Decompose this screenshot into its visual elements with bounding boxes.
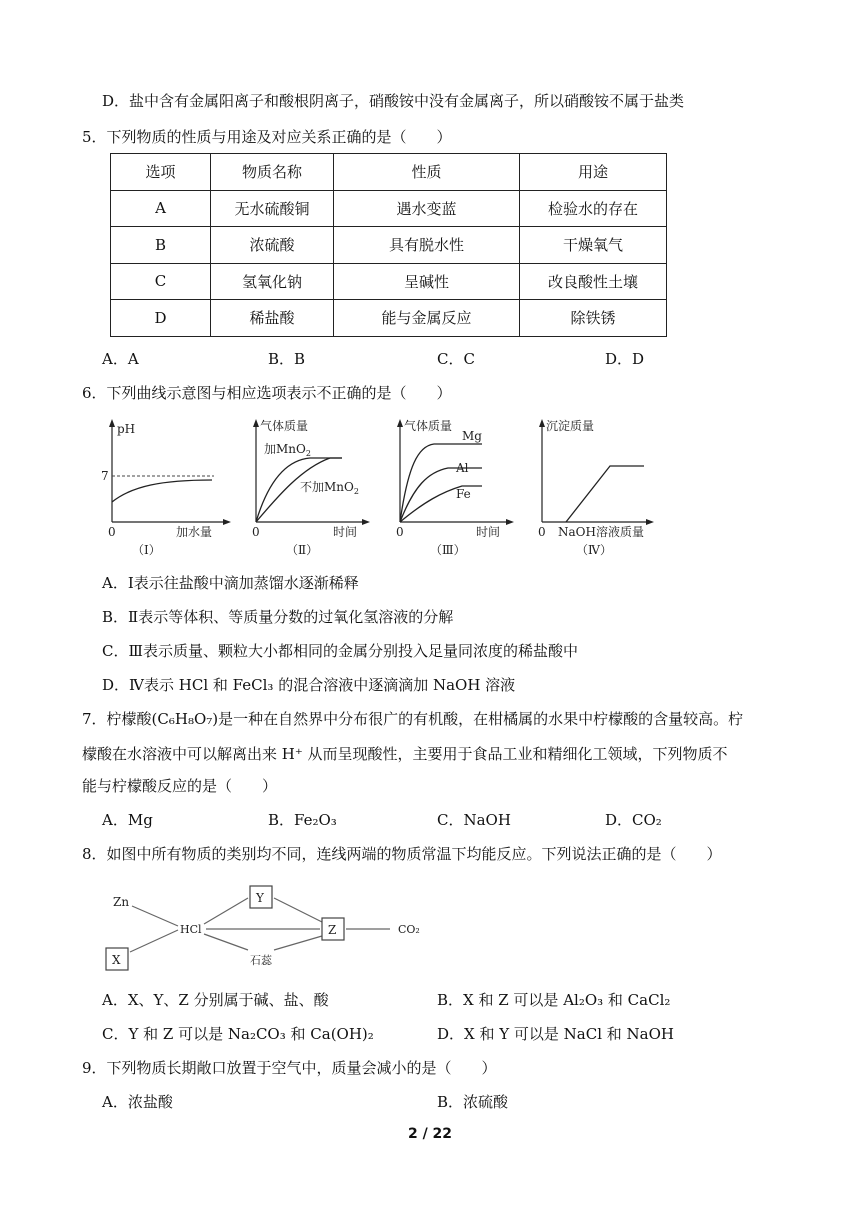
q5-stem: 5．下列物质的性质与用途及对应关系正确的是（ ） xyxy=(82,128,452,146)
hcl-label: HCl xyxy=(180,923,202,936)
without-mno2-text: 不加MnO xyxy=(300,480,354,494)
q4-option-d: D．盐中含有金属阳离子和酸根阴离子，硝酸铵中没有金属离子，所以硝酸铵不属于盐类 xyxy=(102,92,685,110)
table-cell: C xyxy=(111,263,211,300)
x-axis-label: 时间 xyxy=(476,525,501,539)
table-header: 物质名称 xyxy=(211,154,334,191)
q8-option-d: D．X 和 Y 可以是 NaCl 和 NaOH xyxy=(437,1025,675,1043)
q9-option-b: B．浓硫酸 xyxy=(437,1093,509,1111)
q5-table xyxy=(110,153,667,337)
q6-graph-2 xyxy=(238,416,378,561)
table-cell: 检验水的存在 xyxy=(520,190,667,227)
q7-line-3: 能与柠檬酸反应的是（ ） xyxy=(82,777,278,795)
q5-option-d: D．D xyxy=(605,350,645,368)
y-axis-label: 气体质量 xyxy=(260,419,309,433)
with-mno2-text: 加MnO xyxy=(264,442,306,456)
q7-line-1: 7．柠檬酸(C₆H₈O₇)是一种在自然界中分布很广的有机酸，在柑橘属的水果中柠檬酸的含量较高。柠 xyxy=(82,710,744,728)
subscript: 2 xyxy=(305,449,311,458)
graph-caption: （Ⅲ） xyxy=(430,543,466,557)
q9-options xyxy=(0,1092,860,1112)
table-header: 性质 xyxy=(334,154,520,191)
q6-graph-4 xyxy=(526,416,666,561)
z-box-label: Z xyxy=(328,923,337,937)
y-box-label: Y xyxy=(256,891,264,905)
curve-label-with-catalyst xyxy=(264,441,311,458)
x-axis-label: NaOH溶液质量 xyxy=(558,525,644,539)
table-cell: 无水硫酸铜 xyxy=(211,190,334,227)
q7-options xyxy=(0,810,860,830)
table-row xyxy=(111,190,667,227)
fe-label: Fe xyxy=(456,487,471,501)
q6-option-b: B．Ⅱ表示等体积、等质量分数的过氧化氢溶液的分解 xyxy=(102,608,454,626)
table-cell: B xyxy=(111,227,211,264)
table-cell: 氢氧化钠 xyxy=(211,263,334,300)
q8-options-row-1 xyxy=(0,990,860,1010)
table-header: 选项 xyxy=(111,154,211,191)
subscript: 2 xyxy=(353,487,359,496)
table-cell: A xyxy=(111,190,211,227)
zn-label: Zn xyxy=(113,895,130,909)
origin-label: 0 xyxy=(108,525,116,539)
q9-stem: 9．下列物质长期敞口放置于空气中，质量会减小的是（ ） xyxy=(82,1059,497,1077)
q5-option-b: B．B xyxy=(268,350,306,368)
q8-diagram xyxy=(100,876,440,980)
q8-stem: 8．如图中所有物质的类别均不同，连线两端的物质常温下均能反应。下列说法正确的是（ ） xyxy=(82,845,722,863)
x-box-label: X xyxy=(112,953,121,967)
q7-option-d: D．CO₂ xyxy=(605,811,662,829)
q6-stem: 6．下列曲线示意图与相应选项表示不正确的是（ ） xyxy=(82,384,452,402)
table-row xyxy=(111,227,667,264)
origin-label: 0 xyxy=(396,525,404,539)
q8-option-c: C．Y 和 Z 可以是 Na₂CO₃ 和 Ca(OH)₂ xyxy=(102,1025,374,1043)
table-cell: 具有脱水性 xyxy=(334,227,520,264)
table-cell: 呈碱性 xyxy=(334,263,520,300)
q6-option-a: A．Ⅰ表示往盐酸中滴加蒸馏水逐渐稀释 xyxy=(102,574,359,592)
origin-label: 0 xyxy=(538,525,546,539)
al-label: Al xyxy=(456,461,469,475)
table-cell: 改良酸性土壤 xyxy=(520,263,667,300)
q7-option-a: A．Mg xyxy=(102,811,153,829)
q6-option-d: D．Ⅳ表示 HCl 和 FeCl₃ 的混合溶液中逐滴滴加 NaOH 溶液 xyxy=(102,676,516,694)
graph-caption: （Ⅱ） xyxy=(286,543,319,557)
table-header: 用途 xyxy=(520,154,667,191)
table-header-row xyxy=(111,154,667,191)
q7-line-2: 檬酸在水溶液中可以解离出来 H⁺ 从而呈现酸性，主要用于食品工业和精细化工领域，下列物质不 xyxy=(82,745,728,763)
mg-label: Mg xyxy=(462,429,482,443)
ph-axis-label: pH xyxy=(117,422,136,436)
page-number: 2 / 22 xyxy=(407,1126,453,1142)
q6-graph-3 xyxy=(382,416,522,561)
table-cell: D xyxy=(111,300,211,337)
y-axis-label: 沉淀质量 xyxy=(546,419,595,433)
q9-option-a: A．浓盐酸 xyxy=(102,1093,173,1111)
q8-option-a: A．X、Y、Z 分别属于碱、盐、酸 xyxy=(102,991,329,1009)
q5-option-a: A．A xyxy=(102,350,139,368)
table-row xyxy=(111,263,667,300)
table-cell: 浓硫酸 xyxy=(211,227,334,264)
co2-label: CO₂ xyxy=(398,923,420,936)
q7-option-b: B．Fe₂O₃ xyxy=(268,811,337,829)
q5-options xyxy=(0,349,860,369)
table-row xyxy=(111,300,667,337)
y-axis-label: 气体质量 xyxy=(404,419,453,433)
q5-option-c: C．C xyxy=(437,350,475,368)
ph-7-tick: 7 xyxy=(101,469,109,483)
table-cell: 稀盐酸 xyxy=(211,300,334,337)
q6-option-c: C．Ⅲ表示质量、颗粒大小都相同的金属分别投入足量同浓度的稀盐酸中 xyxy=(102,642,578,660)
x-axis-label: 时间 xyxy=(333,525,358,539)
q6-graph-1 xyxy=(92,416,232,561)
curve-label-without-catalyst xyxy=(300,479,359,496)
q7-option-c: C．NaOH xyxy=(437,811,511,829)
origin-label: 0 xyxy=(252,525,260,539)
table-cell: 干燥氧气 xyxy=(520,227,667,264)
q8-option-b: B．X 和 Z 可以是 Al₂O₃ 和 CaCl₂ xyxy=(437,991,671,1009)
q8-options-row-2 xyxy=(0,1024,860,1044)
table-cell: 能与金属反应 xyxy=(334,300,520,337)
table-cell: 除铁锈 xyxy=(520,300,667,337)
litmus-label: 石蕊 xyxy=(250,954,272,967)
graph-caption: （Ⅳ） xyxy=(576,543,612,557)
table-cell: 遇水变蓝 xyxy=(334,190,520,227)
x-axis-label: 加水量 xyxy=(176,525,213,539)
graph-caption: （Ⅰ） xyxy=(132,543,161,557)
